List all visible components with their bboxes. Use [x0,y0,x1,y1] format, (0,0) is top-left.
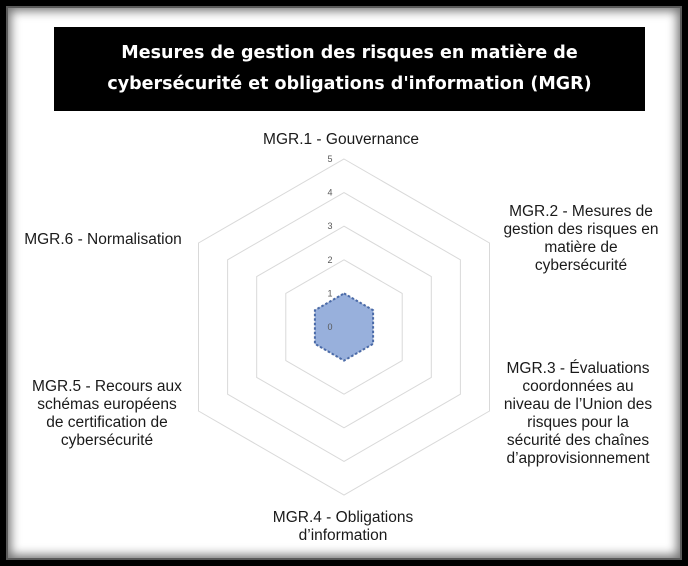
category-label-line: MGR.3 - Évaluations [506,360,650,377]
chart-title: Mesures de gestion des risques en matière de cybersécurité et obligations d'information (MGR) [54,27,645,111]
category-label [273,509,414,544]
category-label-line: sécurité des chaînes [506,432,650,449]
category-label [24,231,182,248]
category-label-line: cybersécurité [60,432,154,449]
category-label-line: d’approvisionnement [506,450,650,467]
category-label-line: MGR.2 - Mesures de [509,203,653,220]
series-area [315,293,373,360]
category-label-line: coordonnées au [522,378,634,395]
tick-label: 2 [327,254,333,265]
category-label-line: niveau de l’Union des [503,396,653,413]
category-label [503,203,658,274]
category-label [32,378,182,449]
category-label-line: d’information [298,527,388,544]
category-label-line: MGR.6 - Normalisation [24,231,182,248]
category-label-line: cybersécurité [534,257,628,274]
tick-label: 4 [327,187,333,198]
category-label [263,131,419,148]
category-label [504,360,652,467]
category-label-line: gestion des risques en [503,221,659,238]
tick-label: 0 [327,322,333,332]
category-label-line: MGR.4 - Obligations [272,509,414,526]
radar-series [315,293,373,360]
category-label-line: matière de [544,239,618,256]
category-label-line: MGR.5 - Recours aux [32,378,182,395]
category-label-line: MGR.1 - Gouvernance [263,131,419,148]
tick-label: 5 [327,154,333,164]
category-label-line: schémas européens [37,396,177,413]
tick-label: 3 [327,221,333,232]
category-label-line: risques pour la [527,414,629,431]
tick-label: 1 [327,288,333,299]
category-label-line: de certification de [46,414,168,431]
